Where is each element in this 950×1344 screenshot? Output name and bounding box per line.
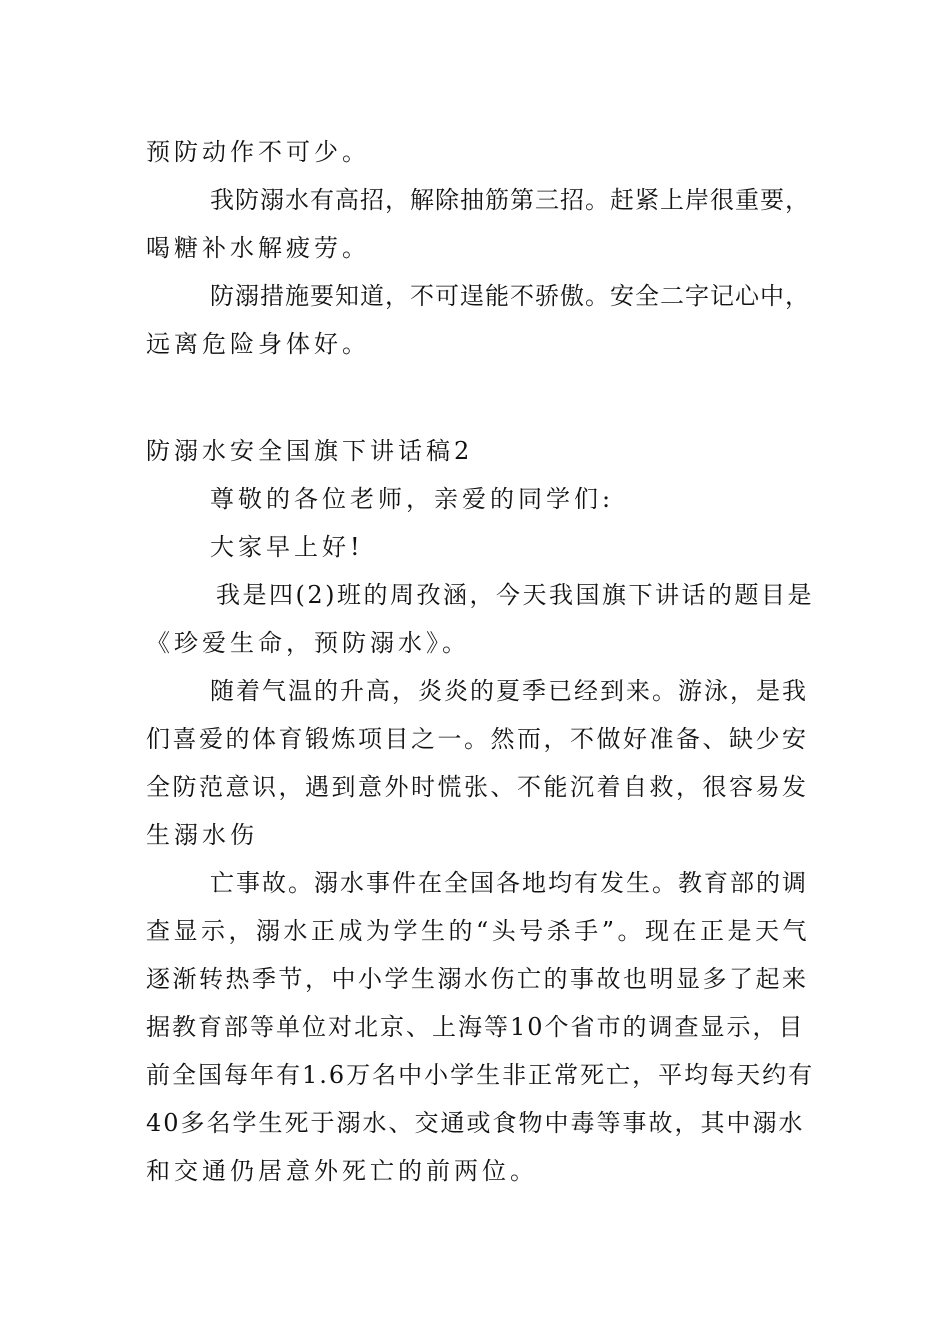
- paragraph-line: 和交通仍居意外死亡的前两位。: [146, 1157, 538, 1185]
- greeting-line: 尊敬的各位老师，亲爱的同学们:: [210, 485, 615, 513]
- paragraph-line: 预防动作不可少。: [146, 138, 370, 166]
- paragraph-line: 随着气温的升高，炎炎的夏季已经到来。游泳，是我: [210, 677, 808, 705]
- paragraph-line: 远离危险身体好。: [146, 330, 370, 358]
- section-continued-text: [146, 128, 814, 368]
- paragraph-line: 我是四(2)班的周孜涵，今天我国旗下讲话的题目是: [216, 581, 814, 609]
- paragraph-line: 查显示，溺水正成为学生的“头号杀手”。现在正是天气: [146, 917, 811, 945]
- paragraph-line: 我防溺水有高招，解除抽筋第三招。赶紧上岸很重要，: [210, 186, 810, 214]
- paragraph-line: 逐渐转热季节，中小学生溺水伤亡的事故也明显多了起来: [146, 965, 809, 993]
- paragraph-line: 《珍爱生命，预防溺水》。: [146, 629, 470, 657]
- paragraph-line: 据教育部等单位对北京、上海等10个省市的调查显示，目: [146, 1013, 805, 1041]
- paragraph-line: 防溺措施要知道，不可逞能不骄傲。安全二字记心中，: [210, 282, 810, 310]
- paragraph-line: 全防范意识，遇到意外时慌张、不能沉着自救，很容易发: [146, 773, 809, 801]
- paragraph-line: 前全国每年有1.6万名中小学生非正常死亡，平均每天约有: [146, 1061, 815, 1089]
- paragraph-line: 们喜爱的体育锻炼项目之一。然而，不做好准备、缺少安: [146, 725, 809, 753]
- speech-section: [146, 427, 814, 1195]
- paragraph-line: 40多名学生死于溺水、交通或食物中毒等事故，其中溺水: [146, 1109, 805, 1137]
- paragraph-line: 生溺水伤: [146, 821, 258, 849]
- greeting-line: 大家早上好!: [210, 533, 364, 561]
- paragraph-line: 喝糖补水解疲劳。: [146, 234, 370, 262]
- paragraph-line: 亡事故。溺水事件在全国各地均有发生。教育部的调: [210, 869, 808, 897]
- section-title: 防溺水安全国旗下讲话稿2: [146, 437, 474, 465]
